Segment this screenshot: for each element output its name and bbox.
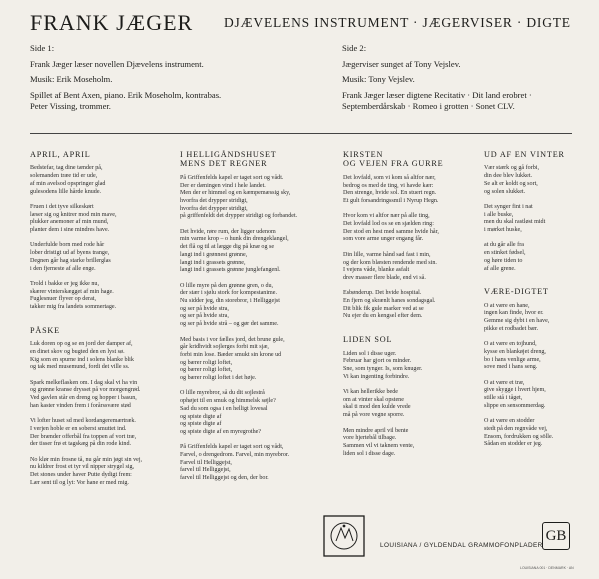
poem-line: det flå og til at lægge dig på knæ og se	[180, 244, 275, 251]
poem-line: Februar har gjort os minder.	[343, 358, 412, 365]
poem-line: Der stod en hest med samme hvide hår,	[343, 228, 439, 235]
poem-line: Nu sidder jeg, din storebror, i Helliggejst	[180, 298, 280, 305]
poem-line: drev masser flere blade, end vi så.	[343, 274, 426, 281]
poem-line: går kridhvidt sojlerges forbi mit sjæ,	[180, 344, 269, 351]
poem-line: O lille myrebror, så du dit sojlestrå	[180, 390, 265, 397]
poem-line: at du går alle fra	[484, 242, 524, 249]
poem-line: Trold i bakke er jeg ikke nu,	[30, 280, 99, 287]
poem-line: Vi lofter huset sd med kordangeremærtræk.	[30, 418, 136, 425]
poem-line: Men mindre april vil bente	[343, 427, 409, 434]
stanza-gap	[343, 381, 473, 389]
poem-line: forbi min lose. Bæder smukt sin krone ud	[180, 351, 282, 358]
poem-line: han kaster vinden frem i forårssvære stød	[30, 402, 131, 409]
column-3	[343, 150, 473, 458]
poem-line: ophøjet til en smuk og himmelsk søjle?	[180, 398, 276, 405]
album-subtitle: DJÆVELENS INSTRUMENT · JÆGERVISER · DIGTE	[224, 15, 571, 30]
poem-line: På Griffenfelds kapel er taget sort og vådt,	[180, 444, 284, 451]
poem-line: må på vore vegne sporre.	[343, 412, 405, 419]
poem-line: solemanden træe tid er ude,	[30, 173, 98, 180]
stanza-gap	[484, 333, 576, 341]
side-2-line: Septemberdårskab · Romeo i grotten · Sonet CLV.	[342, 101, 515, 112]
poem-line: Se alt er koldt og sort,	[484, 180, 538, 187]
poem-line: liden sol i disse dage.	[343, 450, 396, 457]
poem-line: O lille myre på den grønne gren, o du,	[180, 282, 274, 289]
poem-line: Det synger fint i nat	[484, 203, 533, 210]
poem-line: af min avelsod opspringer glad	[30, 180, 106, 187]
column-1	[30, 150, 165, 487]
poem-helligaandshuset	[180, 150, 330, 483]
poem-line: Ved gavlen står en dreng og hopper i basun,	[30, 395, 137, 402]
poem-line: skal ti mod den kulde vrede	[343, 404, 411, 411]
poem-line: O at være et træ,	[484, 379, 525, 386]
poem-ud-af-en-vinter	[484, 150, 576, 273]
poem-line: og bærer roligt loftet i det høje.	[180, 375, 257, 382]
poem-line: takker mig fra landets sommertage.	[30, 304, 117, 311]
side-1-line: Spillet af Bent Axen, piano. Erik Moseholm, kontrabas.	[30, 89, 222, 100]
poem-title: PÅSKE	[30, 325, 60, 335]
poem-line: Lær sent til og lyt: Vor hane er med mig.	[30, 479, 129, 486]
stanza-gap	[484, 410, 576, 418]
poem-line: langt ind i grassets grønne junglefangenl.	[180, 267, 281, 274]
poem-line: Vi kan hellerikke bede	[343, 389, 398, 396]
poem-line: om at vinter skal opstene	[343, 396, 404, 403]
poem-line: Sammen vil vi taknem vente,	[343, 442, 415, 449]
poem-line: bo i hans venlige arme,	[484, 356, 541, 363]
poem-title: I HELLIGÅNDSHUSET MENS DET REGNER	[180, 150, 277, 169]
poem-line: langt ind i grassets grønne,	[180, 259, 246, 266]
catalog-number: LOUISIANA 001 · DENMARK · AN	[520, 566, 574, 570]
poem-line: Nu ejer du en kengsel efter dem.	[343, 313, 423, 320]
poem-line: og ser på hvide stra,	[180, 305, 229, 312]
side-2-heading: Side 2:	[342, 43, 367, 53]
poem-line: og solen slukket.	[484, 188, 526, 195]
poem-line: Dit blik fik gule marker ved at se	[343, 305, 424, 312]
poem-line: ingen kan finde, hvor er.	[484, 310, 544, 317]
stanza-gap	[30, 372, 165, 380]
poem-line: Liden sol i disse uger.	[343, 350, 397, 357]
side-2-line: Musik: Tony Vejslev.	[342, 74, 415, 85]
poem-line: nu kildrer frost et tyr vil nipper strygel sig,	[30, 464, 135, 471]
poem-title: UD AF EN VINTER	[484, 150, 565, 159]
poem-vaere-digtet	[484, 287, 576, 449]
poem-line: Fruen i det tyve silkeskørt	[30, 203, 94, 210]
poem-line: Ensom, fordrukken og sölle.	[484, 433, 554, 440]
poem-line: i mørket huske,	[484, 227, 522, 234]
poem-line: Din lille, varme hånd sad fast i min,	[343, 251, 431, 258]
divider-rule	[30, 133, 572, 134]
poem-title: VÆRE-DIGTET	[484, 287, 549, 297]
poem-line: og bærer roligt loftet,	[180, 367, 233, 374]
poem-line: min varme krop – o hunk din drengeklangel,	[180, 236, 289, 243]
poem-line: Det hvide, røre rum, der ligger udenom	[180, 228, 276, 235]
poem-line: Luk doren op og se en jord der damper af,	[30, 341, 133, 348]
poem-line: Sne, som tynger. Is, som knuger.	[343, 365, 423, 372]
louisiana-seal-icon	[322, 514, 370, 558]
poem-title: KIRSTEN OG VEJEN FRA GURRE	[343, 150, 444, 169]
poem-line: langt ind i grønnest grønne,	[180, 251, 248, 258]
poem-line: der tisser frø et tagskæg på din rode kind.	[30, 441, 132, 448]
poem-line: af alle grene.	[484, 265, 516, 272]
poem-line: Det stones under haver Putte dydigt frem:	[30, 472, 132, 479]
poem-line: Med basis i vor fælles jord, det brune gule,	[180, 336, 285, 343]
poem-line: skærer vinterskægget af min hage.	[30, 288, 114, 295]
poem-line: og bærer roligt loftet,	[180, 359, 233, 366]
publisher-footer	[322, 514, 574, 558]
poem-line: på griffenfeldt det drypper stridigt og forbandet.	[180, 213, 298, 220]
poem-line: Degnen går hag starke brillerglas	[30, 257, 111, 264]
poem-line: i alle buske,	[484, 211, 514, 218]
poem-line: og spiste digte af en myregrothe?	[180, 428, 262, 435]
stanza-gap	[180, 329, 330, 337]
poem-line: der stær i sjølu stork for kompestanime.	[180, 290, 277, 297]
gb-logo: GB	[542, 522, 570, 550]
side-2-credits	[342, 43, 532, 113]
poem-line: Der brænder offerbål fra toppen af vort træ,	[30, 433, 137, 440]
poem-line: lober dristigt ud af byens trange,	[30, 250, 110, 257]
stanza-gap	[343, 283, 473, 291]
side-1-line: Peter Vissing, trommer.	[30, 101, 111, 112]
publisher-label: LOUISIANA / GYLDENDAL GRAMMOFONPLADER	[380, 542, 543, 549]
poem-line: Men der er himmel og en kæmpemæssig sky,	[180, 190, 291, 197]
poem-kirsten	[343, 150, 473, 321]
poem-line: Den strenge, hvide sol. En stuert regn.	[343, 190, 437, 197]
poem-liden-sol	[343, 335, 473, 458]
poem-line: men du skal rastløst midt	[484, 219, 546, 226]
stanza-gap	[30, 196, 165, 204]
poem-line: og ser på hvide strå – og gør det samme.	[180, 321, 279, 328]
poem-line: sove med i hans seng.	[484, 364, 538, 371]
poem-line: slippe en sensommerdag.	[484, 402, 546, 409]
poem-line: og høre tiden to	[484, 257, 523, 264]
poem-title: LIDEN SOL	[343, 335, 393, 345]
poem-line: O at være en tojhund,	[484, 341, 537, 348]
poem-line: Vi kan ingenting forbindre.	[343, 373, 410, 380]
poem-line: No klør min frosne tå, nu går min jøgt sin vej,	[30, 456, 143, 463]
poem-line: Gemme sig dybt i en have,	[484, 318, 550, 325]
poem-line: hvorfra det drypper stridigt,	[180, 197, 248, 204]
poem-line: læser sig og knitrer mod min mave,	[30, 211, 117, 218]
poem-line: På Griffenfelds kapel er taget sort og vådt.	[180, 174, 284, 181]
poem-line: gulesodens lille hårde knude.	[30, 188, 102, 195]
poem-paaske	[30, 326, 165, 488]
poem-line: og tak med musemund, fordi det ville ss.	[30, 364, 130, 371]
poem-april	[30, 150, 165, 312]
poem-line: vore hjertebål tilbage.	[343, 435, 397, 442]
poem-line: Vær stærk og gå forbi,	[484, 165, 540, 172]
poem-line: I verjen hoble er en soberst smuttet ind.	[30, 425, 127, 432]
poem-line: I vejens våde, blanke asfalt	[343, 267, 410, 274]
poem-line: plukker anemoner af min mund,	[30, 219, 109, 226]
poem-line: Kig som en spurne ind i solens blanke blik	[30, 356, 134, 363]
poem-line: som vore arme unger engang får.	[343, 236, 424, 243]
column-4	[484, 150, 576, 449]
poem-line: din dee blev lukket.	[484, 173, 533, 180]
poem-line: Hvor kom vi altfor nær på alle ting,	[343, 213, 430, 220]
poem-line: Der er dæningen vind i hele landet.	[180, 182, 266, 189]
poem-line: Det lovfald lod os se en sjælden ring:	[343, 221, 434, 228]
poem-line: bedrog os med de ting, vi havde kær:	[343, 182, 434, 189]
side-2-line: Jægerviser sunget af Tony Vejslev.	[342, 58, 461, 69]
poem-line: planter dem i sine mindres have.	[30, 227, 110, 234]
poem-line: kysse en blankøjet dreng,	[484, 348, 546, 355]
poem-line: give skygge i hvert hjem,	[484, 387, 546, 394]
poem-line: Spark melkeflasken om. I dag skal vi ha vin	[30, 379, 138, 386]
poem-line: og grønne kranse drysset på vor morgengrød.	[30, 387, 141, 394]
poem-line: Sad du som ogsa i en helligt lovesal	[180, 405, 268, 412]
side-1-line: Musik: Erik Moseholm.	[30, 74, 113, 85]
poem-line: en stinket fødsel,	[484, 250, 526, 257]
stanza-gap	[30, 273, 165, 281]
poem-line: Esbønderup. Det hvide hospital.	[343, 290, 422, 297]
stanza-gap	[180, 275, 330, 283]
stanza-gap	[30, 449, 165, 457]
poem-line: og spiste digte af	[180, 413, 222, 420]
poem-line: O at være en hane,	[484, 302, 530, 309]
poem-line: en dinet skov og bugted den en lyst sø.	[30, 348, 125, 355]
stanza-gap	[30, 410, 165, 418]
side-1-line: Frank Jæger læser novellen Djævelens instrument.	[30, 58, 204, 69]
poem-line: Sådan en stodder er jeg.	[484, 441, 543, 448]
poem-line: og spiste digte af	[180, 421, 222, 428]
side-2-line: Frank Jæger læser digtene Recitativ · Dit land erobret ·	[342, 89, 532, 100]
column-2	[180, 150, 330, 483]
poem-line: i den fjerneste af alle enge.	[30, 265, 96, 272]
poem-line: hvorfra det drypper stridigt,	[180, 205, 248, 212]
poem-line: Fuglesnuer flyver op derat,	[30, 296, 96, 303]
stanza-gap	[180, 221, 330, 229]
stanza-gap	[484, 196, 576, 204]
poem-line: En fjern og skrænlt hanes sondagsgal.	[343, 298, 436, 305]
stanza-gap	[343, 244, 473, 252]
side-1-heading: Side 1:	[30, 43, 55, 53]
poem-line: Underfulde born med rode hår	[30, 242, 105, 249]
side-1-credits	[30, 43, 221, 113]
poem-line: farvel til Helliggejst,	[180, 467, 231, 474]
poem-line: og der kom blæsten rendende med sin.	[343, 259, 437, 266]
poem-line: stille stå i tåget,	[484, 395, 523, 402]
poem-line: Farvel til Helliggejst,	[180, 459, 232, 466]
poem-line: Farvel, o drengedrom. Farvel, min myrebror.	[180, 452, 290, 459]
poem-title: APRIL, APRIL	[30, 150, 91, 159]
poem-line: Bedstefar, tag dine tænder på,	[30, 165, 103, 172]
poem-line: Det lovfald, som vi kom så altfor nær,	[343, 174, 436, 181]
stanza-gap	[343, 420, 473, 428]
poem-line: pikke et rodbadet bær.	[484, 325, 539, 332]
stanza-gap	[484, 372, 576, 380]
poem-line: og ser på hvide stra,	[180, 313, 229, 320]
poem-line: stedt på den regnvåde vej,	[484, 425, 548, 432]
artist-title: FRANK JÆGER	[30, 10, 194, 35]
poem-line: farvel til Helliggejst og den, der bor.	[180, 475, 269, 482]
poem-line: O at være en stodder	[484, 418, 535, 425]
poem-line: Et gult forsandringssmil i Nyrup Hegn.	[343, 197, 439, 204]
